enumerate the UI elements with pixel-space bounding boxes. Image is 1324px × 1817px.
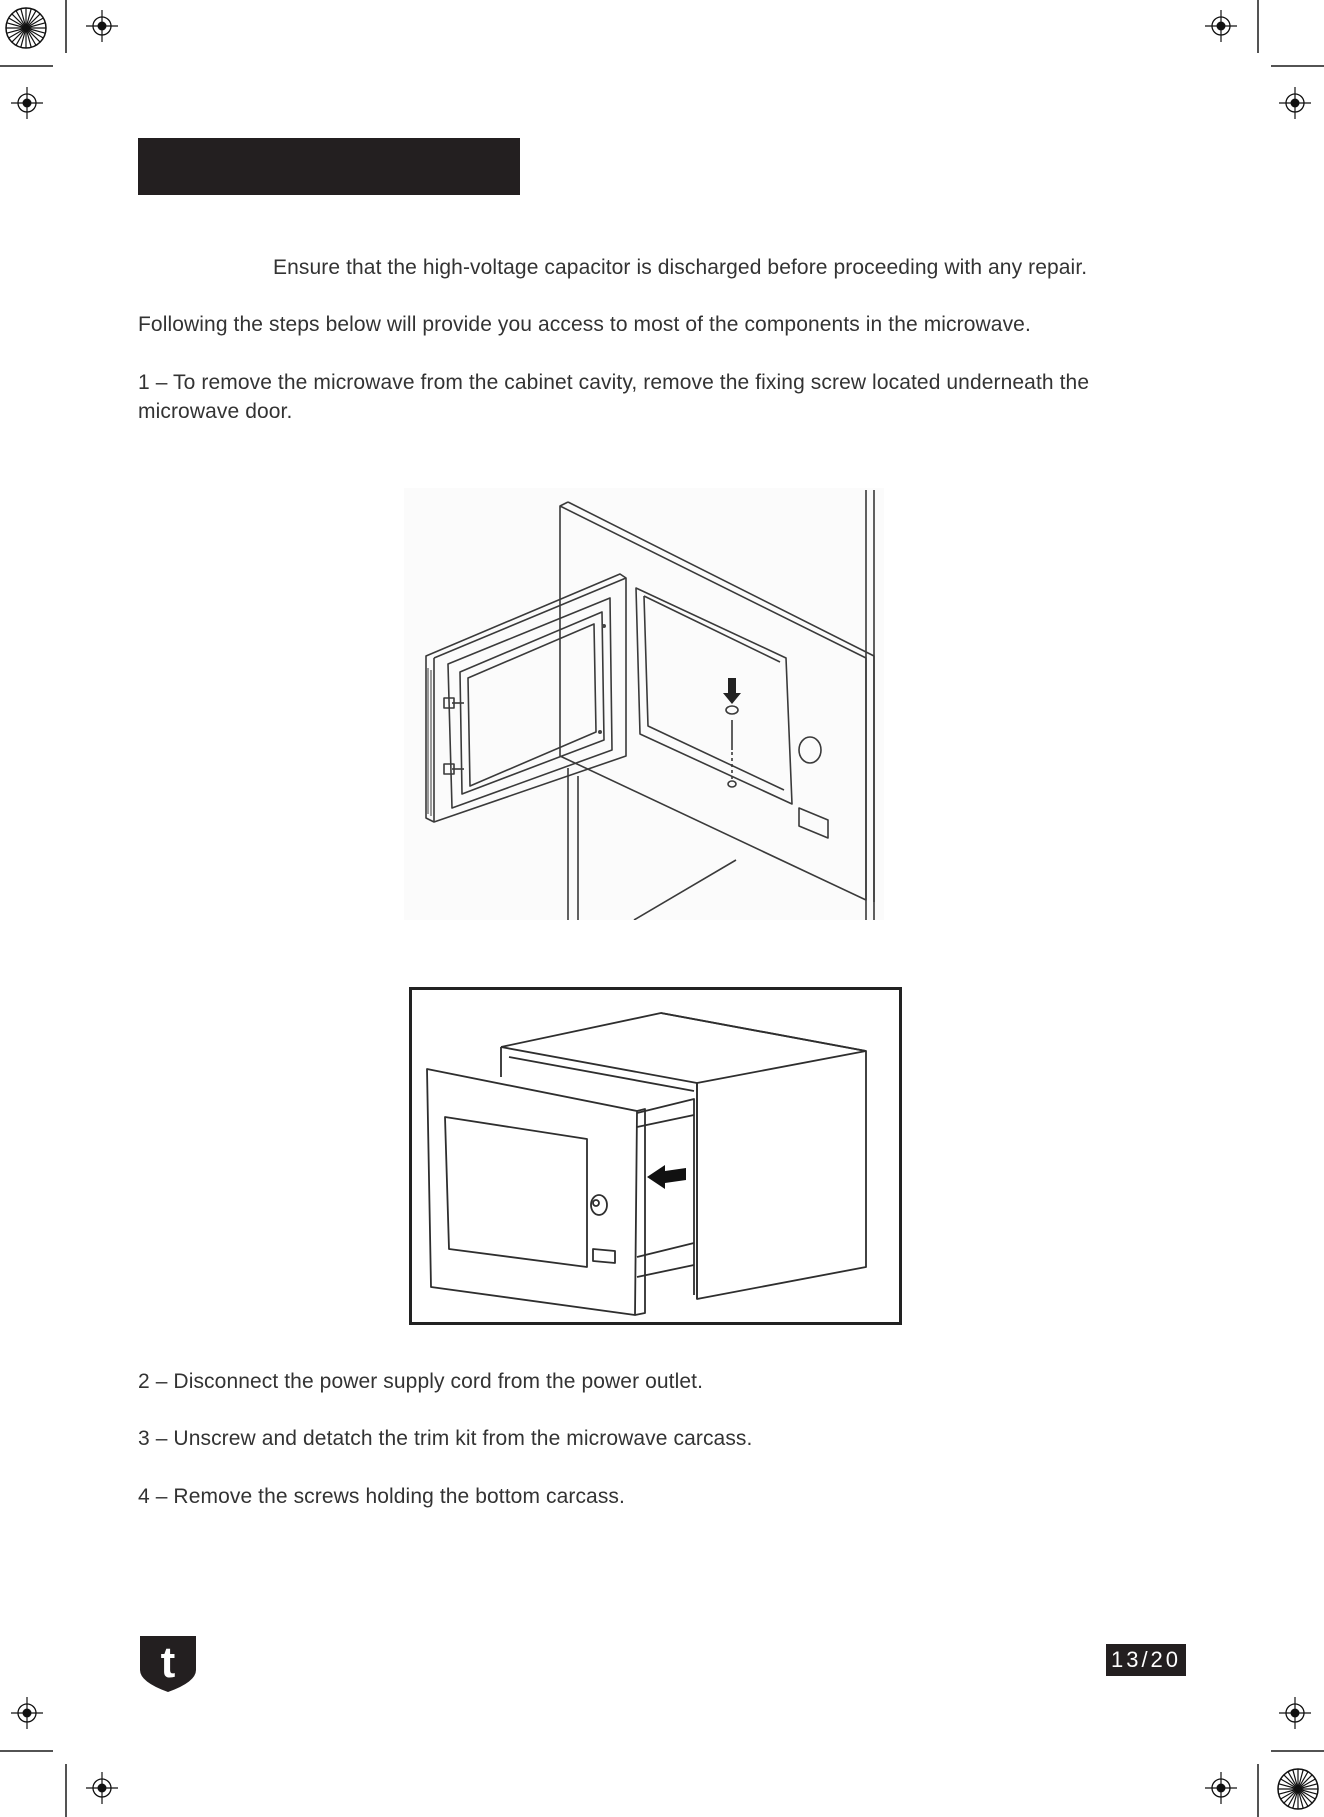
crosshair-registration-icon — [11, 1697, 43, 1729]
step-2-text: 2 – Disconnect the power supply cord from the power outlet. — [138, 1370, 704, 1393]
shield-t-logo-icon — [138, 1632, 198, 1694]
crosshair-registration-icon — [86, 1772, 118, 1804]
starburst-calibration-icon — [4, 6, 48, 50]
step-4-text: 4 – Remove the screws holding the bottom carcass. — [138, 1485, 625, 1508]
section-header-bar — [138, 138, 520, 195]
step-1-text: 1 – To remove the microwave from the cabinet cavity, remove the fixing screw located underneath the microwave door. — [138, 371, 1090, 423]
crosshair-registration-icon — [86, 10, 118, 42]
intro-text: Following the steps below will provide you access to most of the components in the microwave. — [138, 313, 1031, 336]
crosshair-registration-icon — [1279, 1697, 1311, 1729]
crosshair-registration-icon — [1205, 10, 1237, 42]
figure-trim-kit-removal — [409, 987, 903, 1326]
page-number-badge: 13/20 — [1106, 1644, 1186, 1676]
warning-text: Ensure that the high-voltage capacitor is discharged before proceeding with any repair. — [273, 256, 1088, 279]
crosshair-registration-icon — [1205, 1772, 1237, 1804]
step-3-text: 3 – Unscrew and detatch the trim kit from the microwave carcass. — [138, 1427, 753, 1450]
logo-letter: t — [160, 1638, 176, 1687]
starburst-calibration-icon — [1276, 1767, 1320, 1811]
figure-open-door-screw — [404, 488, 884, 920]
crosshair-registration-icon — [1279, 87, 1311, 119]
crosshair-registration-icon — [11, 87, 43, 119]
